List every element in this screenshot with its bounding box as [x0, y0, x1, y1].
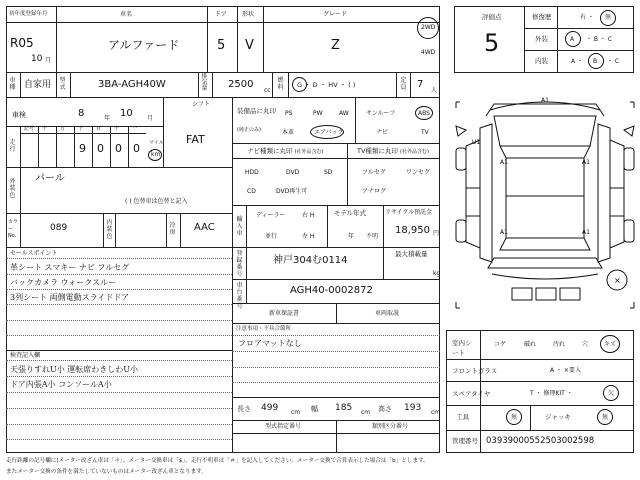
- notes-text: フロアマットなし: [238, 339, 302, 348]
- odometer-divider: [56, 126, 57, 167]
- tv-title: [357, 148, 429, 155]
- odometer-digit: 0: [133, 142, 140, 155]
- divider: [115, 213, 116, 247]
- line: [6, 376, 232, 377]
- divider: [347, 143, 348, 205]
- divider: [237, 6, 238, 72]
- width: 185: [335, 403, 353, 413]
- divider: [6, 213, 232, 214]
- damage-mark-right-front: A1: [582, 159, 590, 166]
- tool-none: 無: [511, 414, 518, 421]
- line: [6, 304, 232, 305]
- inspector-line-1: 天張りすれU小 運転席わきしわU小: [10, 365, 139, 374]
- divider: [355, 97, 356, 143]
- height-label: 高さ: [378, 405, 392, 413]
- mgmt-no: 03939000552503002598: [486, 436, 595, 446]
- navi-title: [247, 148, 323, 155]
- divider: [524, 6, 525, 73]
- reg-era: R05: [10, 36, 34, 50]
- use-value: 自家用: [24, 80, 52, 90]
- exterior-grade: A: [570, 36, 575, 43]
- shape-label: 形状: [242, 11, 255, 18]
- model-year-unknown: 不明: [366, 233, 379, 240]
- inspector-label: 検査記入欄: [10, 352, 41, 359]
- tv-note: (社外品含む): [400, 149, 429, 155]
- divider: [232, 247, 440, 248]
- repair-options: 有 ・: [580, 14, 594, 21]
- seat-label: 室内シート: [452, 339, 472, 357]
- interior-grade: B: [593, 58, 598, 65]
- line: [6, 392, 232, 393]
- equip-pw: PW: [313, 110, 323, 117]
- model-type-label: 型式: [59, 77, 66, 91]
- line: [6, 335, 232, 336]
- repair-label: 修復歴: [532, 13, 552, 21]
- line: [6, 424, 232, 425]
- capacity-label: 定員: [400, 77, 407, 91]
- line: [232, 367, 440, 368]
- model-code: 3BA-AGH40W: [98, 79, 166, 90]
- color-no-label: カラーNo.: [8, 219, 19, 239]
- divider: [446, 381, 634, 382]
- divider: [232, 323, 440, 324]
- selling-line-2: バックカメラ ウォークスルー: [10, 278, 117, 287]
- divider: [410, 72, 411, 97]
- selling-line-3: 3列シート 両側電動スライドドア: [10, 293, 130, 302]
- divider: [6, 72, 440, 73]
- use-label: 車種: [9, 77, 16, 91]
- spare-value: T ・ 修理KIT ・: [530, 390, 573, 397]
- divider: [246, 205, 247, 247]
- import-label: 輸入車: [236, 216, 243, 237]
- length-label: 長さ: [237, 405, 251, 413]
- recycle-label: リサイクル預託金: [385, 209, 433, 216]
- line: [232, 382, 440, 383]
- divider: [557, 6, 558, 73]
- divider: [232, 143, 440, 144]
- navi-dvd: DVD: [286, 169, 300, 176]
- fuel-label: 燃料: [277, 77, 284, 91]
- divider: [163, 97, 164, 167]
- odometer-column-label: 十: [114, 126, 120, 132]
- score-label: 評価点: [482, 13, 502, 21]
- divider: [20, 213, 21, 247]
- tv-title-text: TV種類に丸印: [357, 147, 398, 155]
- line: [6, 439, 232, 440]
- color-no: 089: [50, 223, 68, 233]
- tool-label: 工具: [456, 413, 469, 421]
- divider: [446, 405, 634, 406]
- class-label: 類別区分番号: [372, 423, 409, 430]
- divider: [212, 72, 213, 97]
- divider: [6, 350, 232, 351]
- equip-airbag: エアバック: [314, 129, 344, 136]
- damage-mark-right-rear: A1: [582, 229, 590, 236]
- max-load-kg: kg: [433, 270, 441, 277]
- divider: [383, 205, 384, 279]
- height: 193: [404, 403, 422, 413]
- divider: [336, 303, 337, 323]
- odometer-digit: 0: [115, 142, 122, 155]
- displacement: 2500: [228, 79, 254, 90]
- jack-none: 無: [602, 414, 609, 421]
- divider: [20, 72, 21, 97]
- seat-burn: コゲ: [494, 341, 507, 348]
- divider: [6, 247, 232, 248]
- km-unit: km: [151, 151, 161, 158]
- length: 499: [261, 403, 279, 413]
- divider: [232, 279, 440, 280]
- divider: [70, 72, 71, 97]
- exterior-label: 外装色: [9, 178, 16, 199]
- grade: Z: [331, 38, 340, 53]
- footer-line-2: またメーター交換の条件を満たしていないものはメーター改ざん車となります。: [6, 469, 207, 475]
- equip-aw: AW: [339, 110, 349, 117]
- drive-2wd: 2WD: [421, 24, 436, 31]
- equip-ps: PS: [285, 110, 293, 117]
- equipment-title: 装備品に丸印: [237, 107, 276, 115]
- divider: [530, 405, 531, 430]
- model-year-year: 年: [348, 233, 355, 240]
- selling-line-1: 革シート スマキー ナビ フルセグ: [10, 263, 130, 272]
- line: [6, 320, 232, 321]
- line: [232, 351, 440, 352]
- divider: [166, 213, 167, 247]
- line: [6, 408, 232, 409]
- reg-month-unit: 月: [45, 57, 52, 64]
- displacement-label: 排気量: [201, 73, 208, 92]
- line: [6, 289, 232, 290]
- equip-navi: ナビ: [376, 129, 389, 136]
- divider: [56, 6, 57, 72]
- car-name: アルファード: [108, 38, 180, 52]
- tv-oneseg: ワンセグ: [406, 169, 431, 176]
- divider: [232, 205, 440, 206]
- inspector-line-2: ドア内張A小 コンソールA小: [10, 380, 112, 389]
- odometer-divider: [92, 126, 93, 167]
- notes-label: 注意事項・不具合箇所: [236, 326, 292, 332]
- ac-value: AAC: [194, 222, 215, 233]
- doors-label: ドア: [215, 11, 227, 18]
- mgmt-label: 管理番号: [452, 437, 478, 445]
- damage-mark-front: A1: [541, 97, 549, 104]
- line: [232, 335, 440, 336]
- shift-label: シフト: [192, 101, 211, 108]
- registration-label: 登録番号: [236, 250, 243, 278]
- interior-rest-1: A ・: [571, 58, 584, 65]
- odometer-divider: [38, 126, 39, 167]
- recycle-value: 18,950: [395, 225, 430, 236]
- inspection-year: 8: [78, 108, 85, 119]
- glass-label: フロントガラス: [452, 367, 498, 375]
- exterior-color: パール: [35, 173, 65, 184]
- interior-color-label: 内装色: [106, 219, 113, 240]
- seat-stain: 汚れ: [553, 341, 566, 348]
- length-cm: cm: [291, 409, 301, 416]
- odometer-column-label: 十: [42, 126, 48, 132]
- equip-leather: 本革: [282, 129, 295, 136]
- type-cert-label: 型式指定番号: [265, 423, 302, 430]
- divider: [20, 167, 21, 213]
- odometer-column-label: 記号: [24, 126, 35, 132]
- interior-rest-2: ・ C: [607, 58, 620, 65]
- ac-label: 冷房: [169, 222, 176, 236]
- line: [6, 360, 232, 361]
- inspection-label: 車検: [12, 111, 26, 119]
- divider: [207, 6, 208, 72]
- divider: [198, 72, 199, 97]
- navi-dvd-play: DVD再生可: [276, 188, 308, 195]
- score: 5: [484, 29, 500, 57]
- divider: [446, 359, 634, 360]
- divider: [6, 167, 232, 168]
- divider: [232, 247, 233, 453]
- damage-mark-left-front: A1: [500, 159, 508, 166]
- exterior-grade-rest: ・ B ・ C: [586, 36, 613, 43]
- exterior-rating-label: 外装: [535, 35, 548, 43]
- tv-fullseg: フルセグ: [362, 169, 386, 176]
- navi-sd: SD: [324, 169, 333, 176]
- line: [6, 258, 232, 259]
- line: [6, 274, 232, 275]
- divider: [524, 50, 634, 51]
- divider: [327, 205, 328, 247]
- navi-title-text: ナビ種類に丸印: [247, 147, 293, 155]
- seat-tear: 破れ: [524, 341, 537, 348]
- height-cm: cm: [431, 409, 441, 416]
- reg-year-label: 初年度登録年月: [9, 11, 48, 17]
- divider: [56, 72, 57, 97]
- selling-label: セールスポイント: [10, 250, 58, 257]
- registration-no: 神戸304む0114: [273, 255, 348, 266]
- odometer-digit: 0: [97, 142, 104, 155]
- inspection-month: 10: [120, 108, 133, 119]
- divider: [232, 97, 233, 247]
- odometer-column-label: 千: [78, 126, 84, 132]
- divider: [6, 22, 440, 23]
- divider: [336, 420, 337, 453]
- doors: 5: [217, 38, 226, 53]
- divider: [263, 6, 264, 72]
- person-unit: 人: [431, 87, 438, 94]
- odometer-column-label: 一: [132, 126, 138, 132]
- divider: [396, 72, 397, 97]
- glass-x-mark: ×: [614, 276, 621, 285]
- seat-hole: 穴: [582, 341, 589, 348]
- capacity: 7: [417, 79, 424, 90]
- car-damage-diagram: [452, 88, 638, 324]
- import-left: 左 H: [302, 233, 315, 240]
- recycle-yen: 円: [433, 230, 440, 237]
- divider: [272, 72, 273, 97]
- divider: [288, 72, 289, 97]
- divider: [446, 430, 634, 431]
- equip-sunroof: サンルーフ: [366, 110, 396, 117]
- chassis-no: AGH40-0002872: [290, 285, 373, 296]
- model-year-label: モデル年式: [334, 209, 367, 217]
- import-dealer: ディーラー: [256, 212, 286, 219]
- seat-scratch: キズ: [604, 341, 616, 348]
- car-name-label: 車名: [120, 11, 133, 18]
- equip-tv: TV: [421, 129, 429, 136]
- drive-4wd: 4WD: [421, 49, 436, 56]
- tv-analog: アナログ: [362, 188, 387, 195]
- vehicle-manual: 車両取説: [375, 310, 400, 317]
- divider: [524, 28, 634, 29]
- mileage-label: 走行: [9, 139, 16, 153]
- spare-missing: 欠: [608, 390, 615, 397]
- import-right: 右 H: [302, 212, 315, 219]
- divider: [232, 158, 440, 159]
- damage-mark-left-door: U1: [472, 139, 481, 146]
- odometer-digit: 9: [79, 142, 86, 155]
- equip-abs: ABS: [418, 110, 430, 117]
- reg-month: 10: [31, 54, 43, 64]
- navi-note: (社外品含む): [294, 149, 324, 155]
- footer-line-1: 走行距離の記号欄に(メーター改ざん車は「＊」、メーター交換車は「$」、走行不明車は「＃」を記入してください。メーター交換で合算表示した場合は「b」とします。: [6, 458, 429, 464]
- width-cm: cm: [361, 409, 371, 416]
- equipment-subtitle: (純正のみ): [237, 127, 261, 133]
- jack-label: ジャッキ: [545, 413, 571, 421]
- divider: [232, 397, 440, 398]
- fuel-options: G ・ D ・ HV ・ ( ): [297, 81, 356, 89]
- shift: FAT: [186, 133, 205, 146]
- damage-mark-left-rear: A1: [500, 229, 508, 236]
- import-parallel: 並行: [265, 233, 278, 240]
- cc-unit: cc: [264, 87, 271, 94]
- grade-label: グレード: [323, 11, 348, 18]
- navi-cd: CD: [247, 188, 256, 195]
- chassis-label: 車台番号: [236, 282, 243, 310]
- inspection-year-unit: 年: [104, 115, 111, 122]
- navi-hdd: HDD: [245, 169, 259, 176]
- odometer-column-label: 万: [60, 126, 66, 132]
- odometer-divider: [74, 126, 75, 167]
- divider: [103, 213, 104, 247]
- mile-unit: マイル: [149, 140, 164, 146]
- spare-label: スペアタイヤ: [452, 390, 491, 398]
- repair-none: 無: [605, 14, 612, 21]
- shape: V: [245, 38, 254, 53]
- inspection-month-unit: 月: [147, 115, 154, 122]
- odometer-divider: [128, 126, 129, 167]
- new-car-warranty: 新車保証書: [269, 310, 300, 317]
- divider: [180, 213, 181, 247]
- odometer-column-label: 百: [96, 126, 102, 132]
- interior-rating-label: 内装: [535, 57, 548, 65]
- max-load-label: 最大積載量: [395, 250, 428, 258]
- exterior-note: ( ) 色替車は色替と記入: [125, 198, 188, 205]
- odometer-divider: [110, 126, 111, 167]
- divider: [6, 97, 440, 98]
- width-label: 幅: [311, 405, 318, 413]
- glass-value: A ・ ×要入: [550, 367, 581, 374]
- divider: [246, 247, 247, 303]
